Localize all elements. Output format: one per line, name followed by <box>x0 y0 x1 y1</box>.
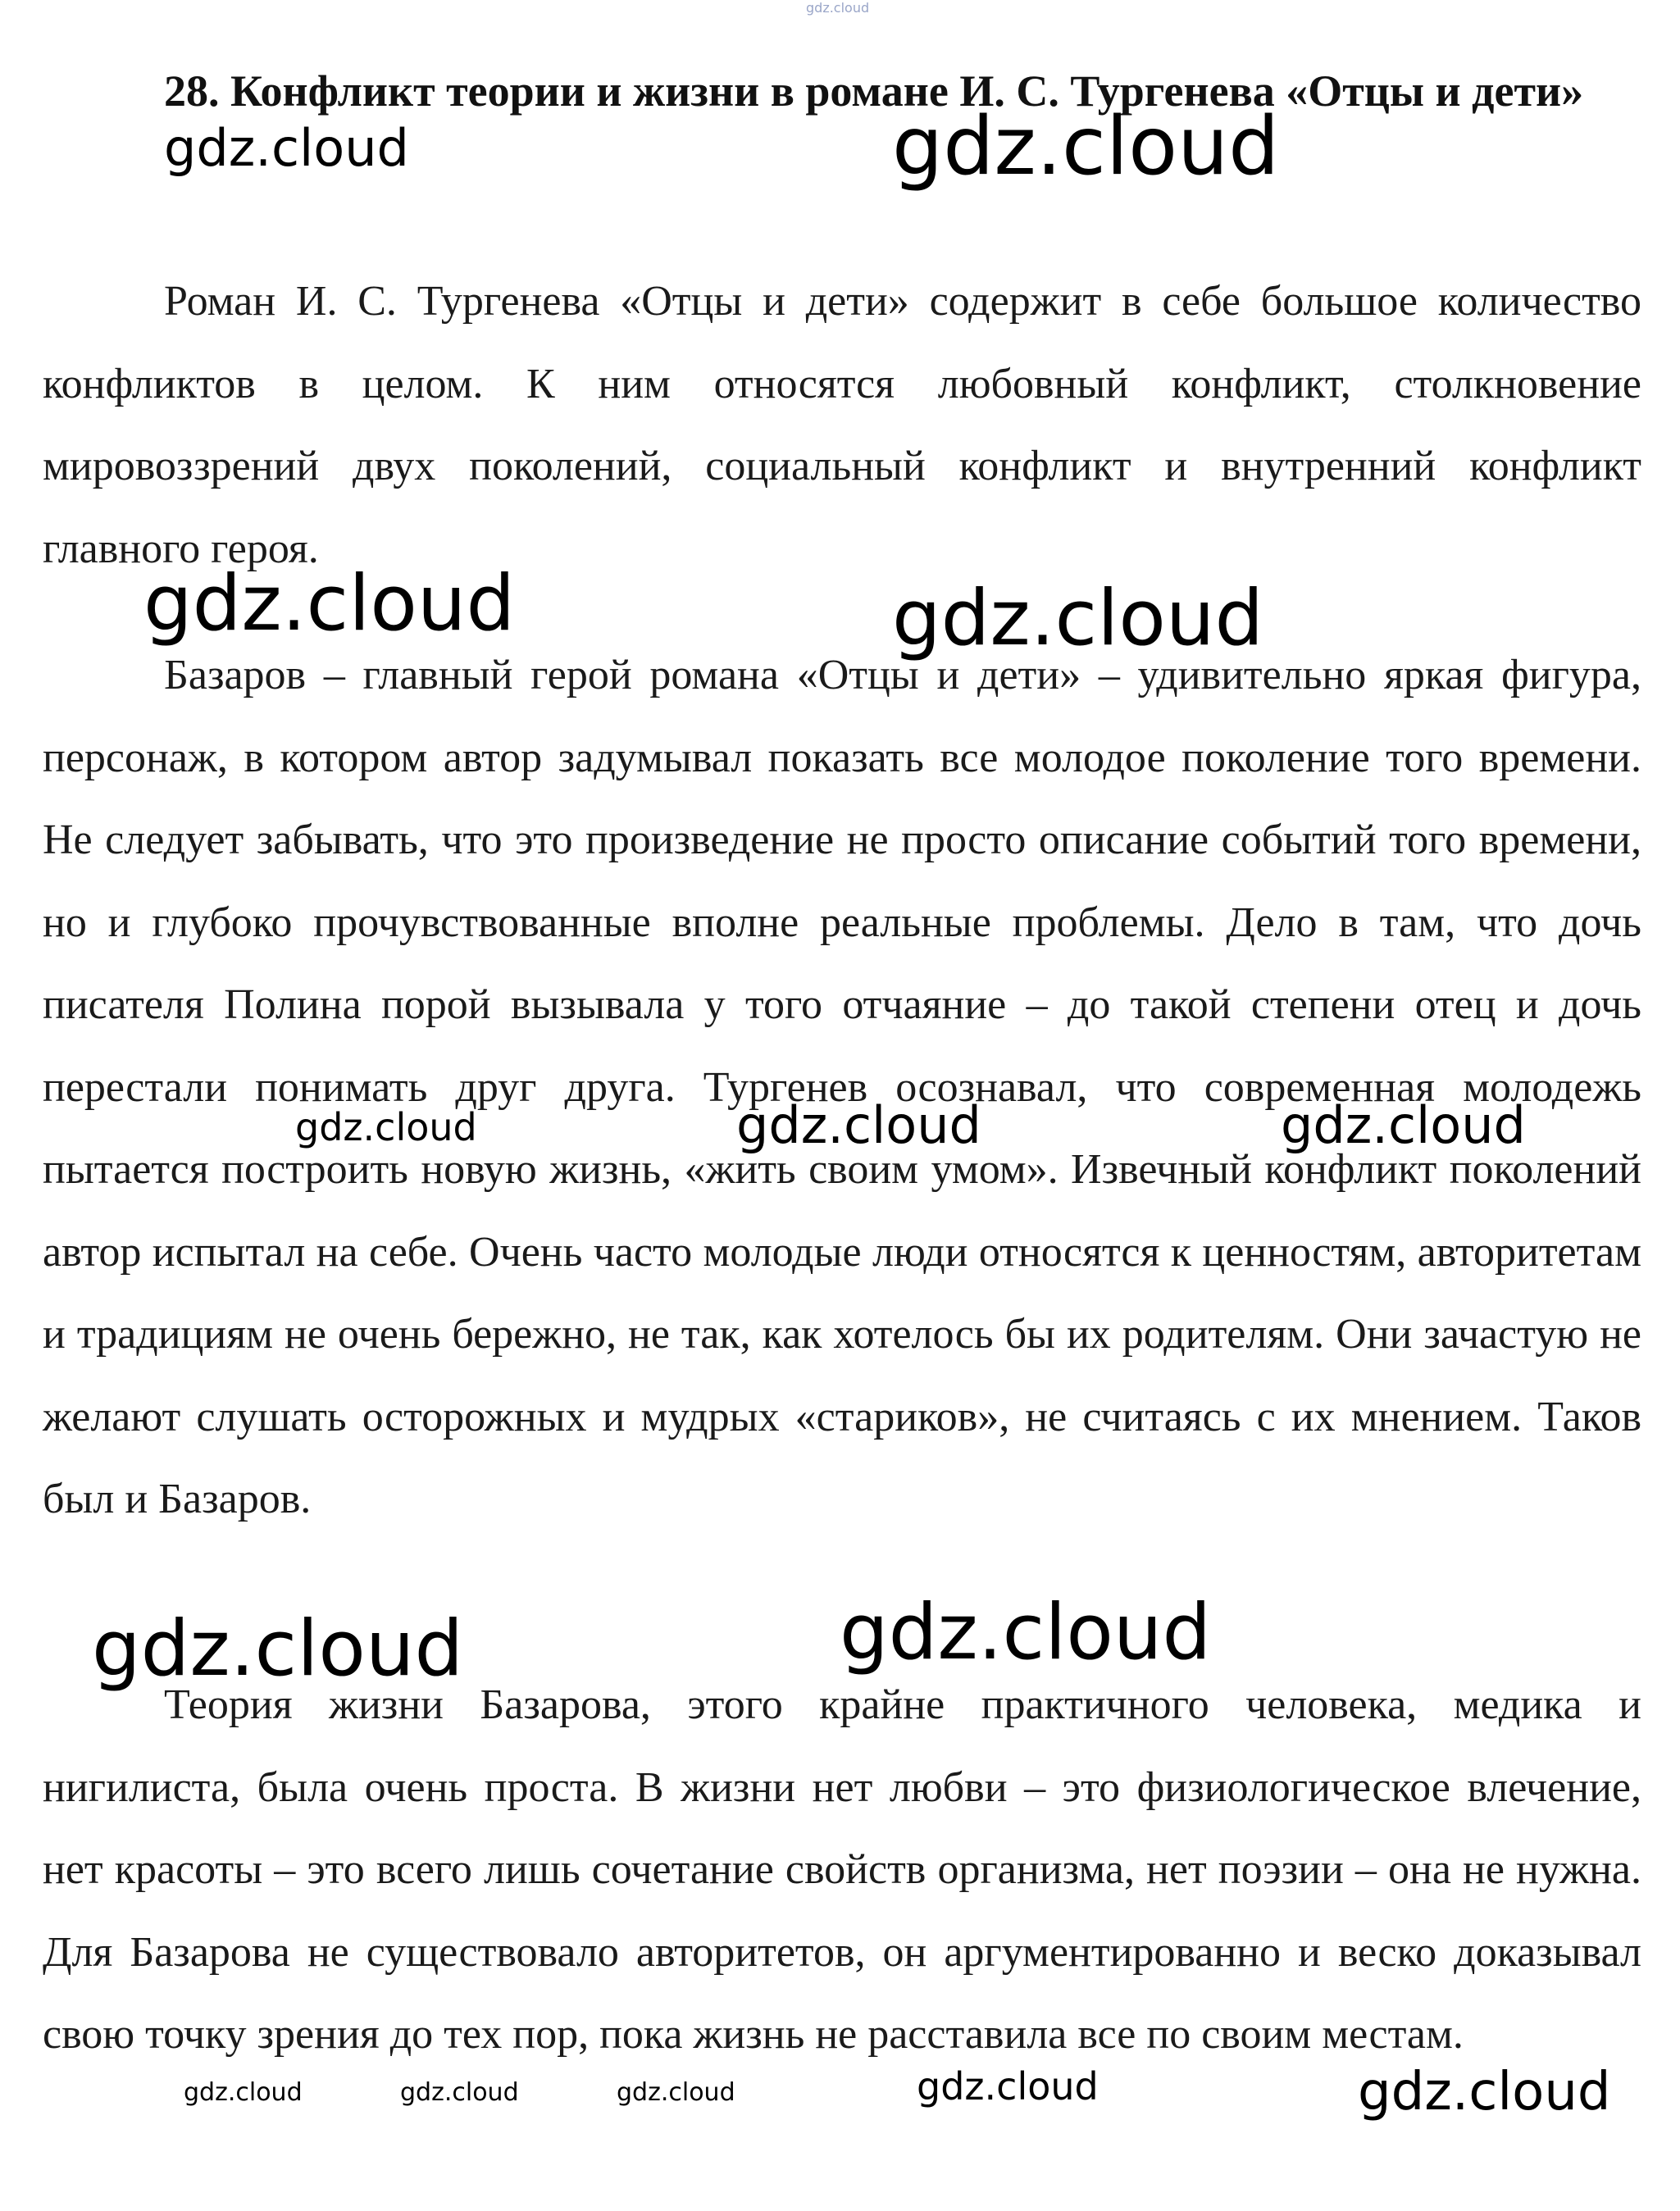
watermark: gdz.cloud <box>1358 2062 1611 2122</box>
watermark: gdz.cloud <box>295 1105 477 1149</box>
watermark: gdz.cloud <box>892 574 1264 663</box>
watermark: gdz.cloud <box>736 1095 981 1155</box>
watermark: gdz.cloud <box>617 2078 735 2107</box>
watermark: gdz.cloud <box>164 118 409 178</box>
watermark: gdz.cloud <box>184 2078 303 2107</box>
watermark: gdz.cloud <box>917 2064 1099 2109</box>
watermark-top: gdz.cloud <box>806 0 870 16</box>
watermark: gdz.cloud <box>92 1604 464 1694</box>
watermark: gdz.cloud <box>892 100 1280 193</box>
watermark: gdz.cloud <box>840 1588 1212 1677</box>
document-title: 28. Конфликт теории и жизни в романе И. С. Тургенева «Отцы и дети» <box>164 66 1584 116</box>
watermark: gdz.cloud <box>400 2078 519 2107</box>
watermark: gdz.cloud <box>1281 1095 1526 1155</box>
paragraph-3: Теория жизни Базарова, этого крайне практичного человека, медика и нигилиста, была очень проста. В жизни нет любви – это физиологическое влечение, нет красоты – это всего лишь сочетание свойств организма, нет поэзии – она не нужна. Для Базарова не существовало авторитетов, он аргументированно и веско доказывал свою точку зрения до тех пор, пока жизнь не расставила все по своим местам. <box>43 1681 1641 2058</box>
paragraph-2: Базаров – главный герой романа «Отцы и дети» – удивительно яркая фигура, персонаж, в котором автор задумывал показать все молодое поколение того времени. Не следует забывать, что это произведение не просто описание событий того времени, но и глубоко прочувствованные вполне реальные проблемы. Дело в там, что дочь писателя Полина порой вызывала у того отчаяние – до такой степени отец и дочь перестали понимать друг друга. Тургенев осознавал, что современная молодежь пытается построить новую жизнь, «жить своим умом». Извечный конфликт поколений автор испытал на себе. Очень часто молодые люди относятся к ценностям, авторитетам и традициям не очень бережно, не так, как хотелось бы их родителям. Они зачастую не желают слушать осторожных и мудрых «стариков», не считаясь с их мнением. Таков был и Базаров. <box>43 652 1641 1522</box>
paragraph-1: Роман И. С. Тургенева «Отцы и дети» содержит в себе большое количество конфликтов в целом. К ним относятся любовный конфликт, столкновение мировоззрений двух поколений, социальный конфликт и внутренний конфликт главного героя. <box>43 278 1641 572</box>
watermark: gdz.cloud <box>143 559 516 648</box>
